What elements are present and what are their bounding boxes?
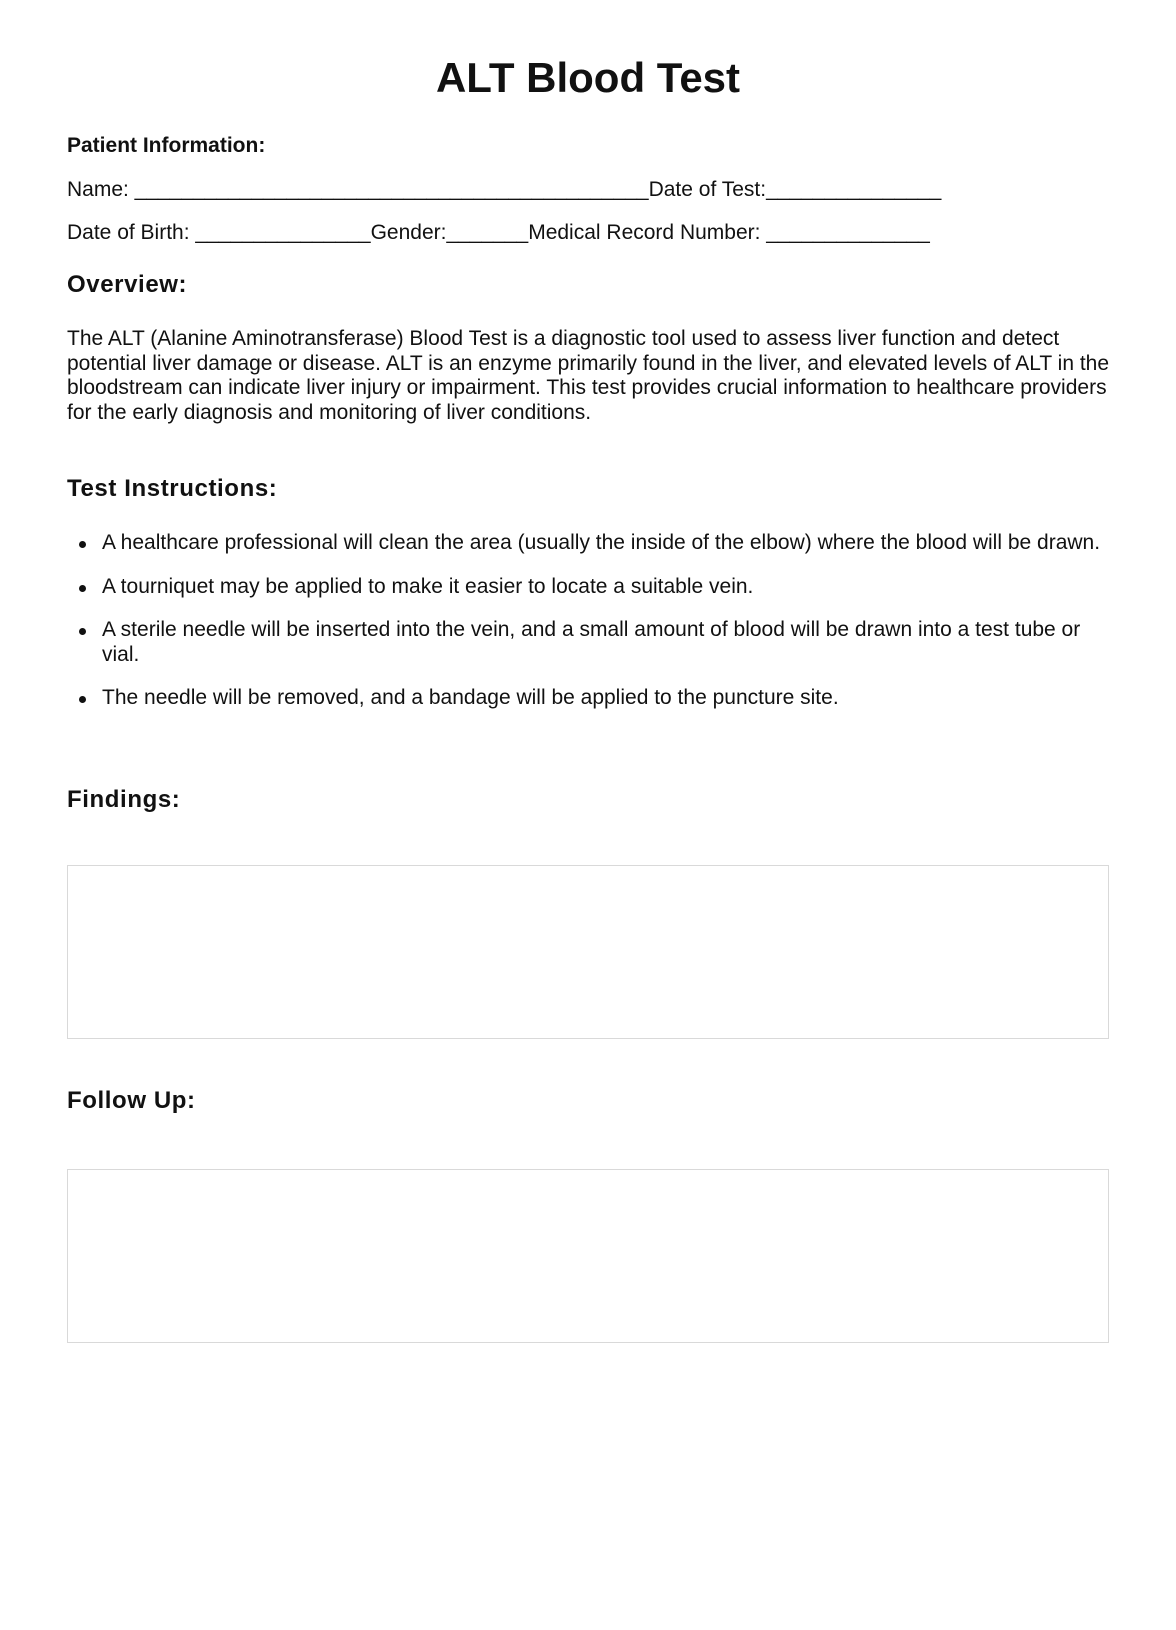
list-item [67,618,1117,667]
instruction-text: A tourniquet may be applied to make it easier to locate a suitable vein. [102,574,754,598]
instruction-text: A healthcare professional will clean the area (usually the inside of the elbow) where the blood will be drawn. [102,531,1101,554]
document-title: ALT Blood Test [435,54,741,101]
bullet-icon [79,628,86,635]
overview-heading: Overview: [67,271,188,298]
list-item [67,686,1117,711]
dob-gender-mrn-line: Date of Birth: _______________Gender:_______Medical Record Number: ______________ [67,221,930,244]
bullet-icon [79,696,86,703]
instruction-text: The needle will be removed, and a bandage will be applied to the puncture site. [102,686,839,710]
test-instructions-list [67,531,1117,730]
name-date-of-test-line: Name: ____________________________________________Date of Test:_______________ [67,178,942,201]
bullet-icon [79,541,86,548]
instruction-text: A sterile needle will be inserted into the vein, and a small amount of blood will be drawn into a test tube or vial. [102,618,1081,666]
findings-heading: Findings: [67,786,181,813]
test-instructions-heading: Test Instructions: [67,475,278,502]
findings-box[interactable] [67,865,1109,1039]
bullet-icon [79,585,86,592]
overview-paragraph: The ALT (Alanine Aminotransferase) Blood Test is a diagnostic tool used to assess liver function and detect potential liver damage or disease. ALT is an enzyme primarily found in the liver, and elevated levels of ALT in the bloodstream can indicate liver injury or impairment. This test provides crucial information to healthcare providers for the early diagnosis and monitoring of liver conditions. [67,327,1110,424]
patient-info-heading: Patient Information: [67,134,266,157]
list-item [67,531,1117,556]
follow-up-heading: Follow Up: [67,1087,196,1114]
list-item [67,575,1117,600]
follow-up-box[interactable] [67,1169,1109,1343]
